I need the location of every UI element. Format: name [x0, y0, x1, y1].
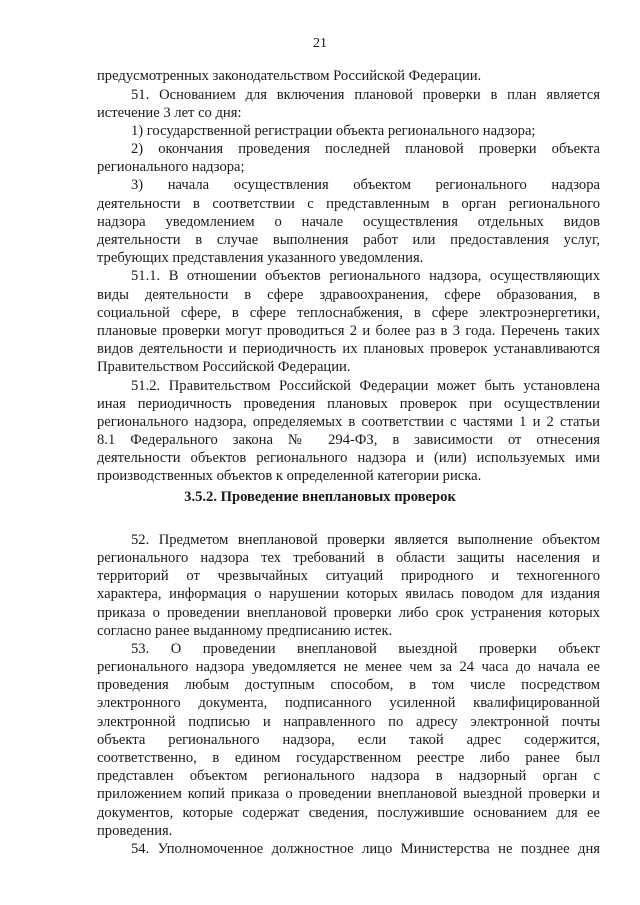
text-line: Правительством Российской Федерации.	[97, 359, 351, 375]
text-line: 52. Предметом внеплановой проверки является выполнение объектом	[131, 532, 600, 548]
text-line: регионального надзора, определяемых в соответствии с частями 1 и 2 статьи	[97, 414, 600, 430]
text-line: проведения любым доступным способом, в том числе посредством	[97, 677, 600, 693]
text-line: 1) государственной регистрации объекта регионального надзора;	[131, 123, 536, 139]
text-line: 51. Основанием для включения плановой проверки в план является	[131, 87, 600, 103]
text-line: 2) окончания проведения последней плановой проверки объекта	[131, 141, 600, 157]
text-line: 54. Уполномоченное должностное лицо Министерства не позднее дня	[131, 841, 600, 857]
text-line: иная периодичность проведения плановых проверок при осуществлении	[97, 396, 600, 412]
text-line: требующих представления указанного уведомления.	[97, 250, 424, 266]
text-line: деятельности объектов регионального надзора и (или) используемых ими	[97, 450, 600, 466]
text-line: производственных объектов к определенной категории риска.	[97, 468, 482, 484]
text-line: документов, которые содержат сведения, послужившие основанием для ее	[97, 805, 600, 821]
text-line: территорий от чрезвычайных ситуаций природного и техногенного	[97, 568, 600, 584]
text-line: 53. О проведении внеплановой выездной проверки объект	[131, 641, 600, 657]
text-line: регионального надзора уведомляется не менее чем за 24 часа до начала ее	[97, 659, 600, 675]
text-line: плановые проверки могут проводиться 2 и более раз в 3 года. Перечень таких	[97, 323, 600, 339]
section-heading: 3.5.2. Проведение внеплановых проверок	[184, 489, 456, 505]
text-line: истечение 3 лет со дня:	[97, 105, 242, 121]
text-line: представлен объектом регионального надзора в надзорный орган с	[97, 768, 600, 784]
text-line: электронного документа, подписанного усиленной квалифицированной	[97, 695, 600, 711]
text-line: электронной подписью и направленного по адресу электронной почты	[97, 714, 600, 730]
text-line: деятельности в случае выполнения работ или предоставления услуг,	[97, 232, 600, 248]
text-line: социальной сфере, в сфере теплоснабжения, в сфере электроэнергетики,	[97, 305, 600, 321]
text-line: предусмотренных законодательством Российской Федерации.	[97, 68, 482, 84]
text-line: регионального надзора тех требований в области защиты населения и	[97, 550, 600, 566]
text-line: виды деятельности в сфере здравоохранения, сфере образования, в	[97, 287, 600, 303]
text-line: 3) начала осуществления объектом регионального надзора	[131, 177, 600, 193]
text-line: соответственно, в едином государственном реестре либо ранее был	[97, 750, 600, 766]
text-line: надзора уведомлением о начале осуществления отдельных видов	[97, 214, 600, 230]
text-line: деятельности в соответствии с представленным в орган регионального	[97, 196, 600, 212]
text-line: 8.1 Федерального закона № 294-ФЗ, в зависимости от отнесения	[97, 432, 600, 448]
text-line: видов деятельности и периодичность их плановых проверок устанавливаются	[97, 341, 600, 357]
text-line: объекта регионального надзора, если такой адрес содержится,	[97, 732, 600, 748]
text-line: 51.2. Правительством Российской Федерации может быть установлена	[131, 378, 600, 394]
text-line: приказа о проведении внеплановой проверки либо срок устранения которых	[97, 605, 600, 621]
text-line: приложением копий приказа о проведении внеплановой выездной проверки и	[97, 786, 600, 802]
text-line: проведения.	[97, 823, 173, 839]
text-line: регионального надзора;	[97, 159, 245, 175]
text-line: 51.1. В отношении объектов регионального надзора, осуществляющих	[131, 268, 600, 284]
page-number: 21	[313, 36, 327, 51]
text-line: согласно ранее выданному предписанию истек.	[97, 623, 393, 639]
text-line: характера, информация о нарушении которых явилась поводом для издания	[97, 586, 600, 602]
